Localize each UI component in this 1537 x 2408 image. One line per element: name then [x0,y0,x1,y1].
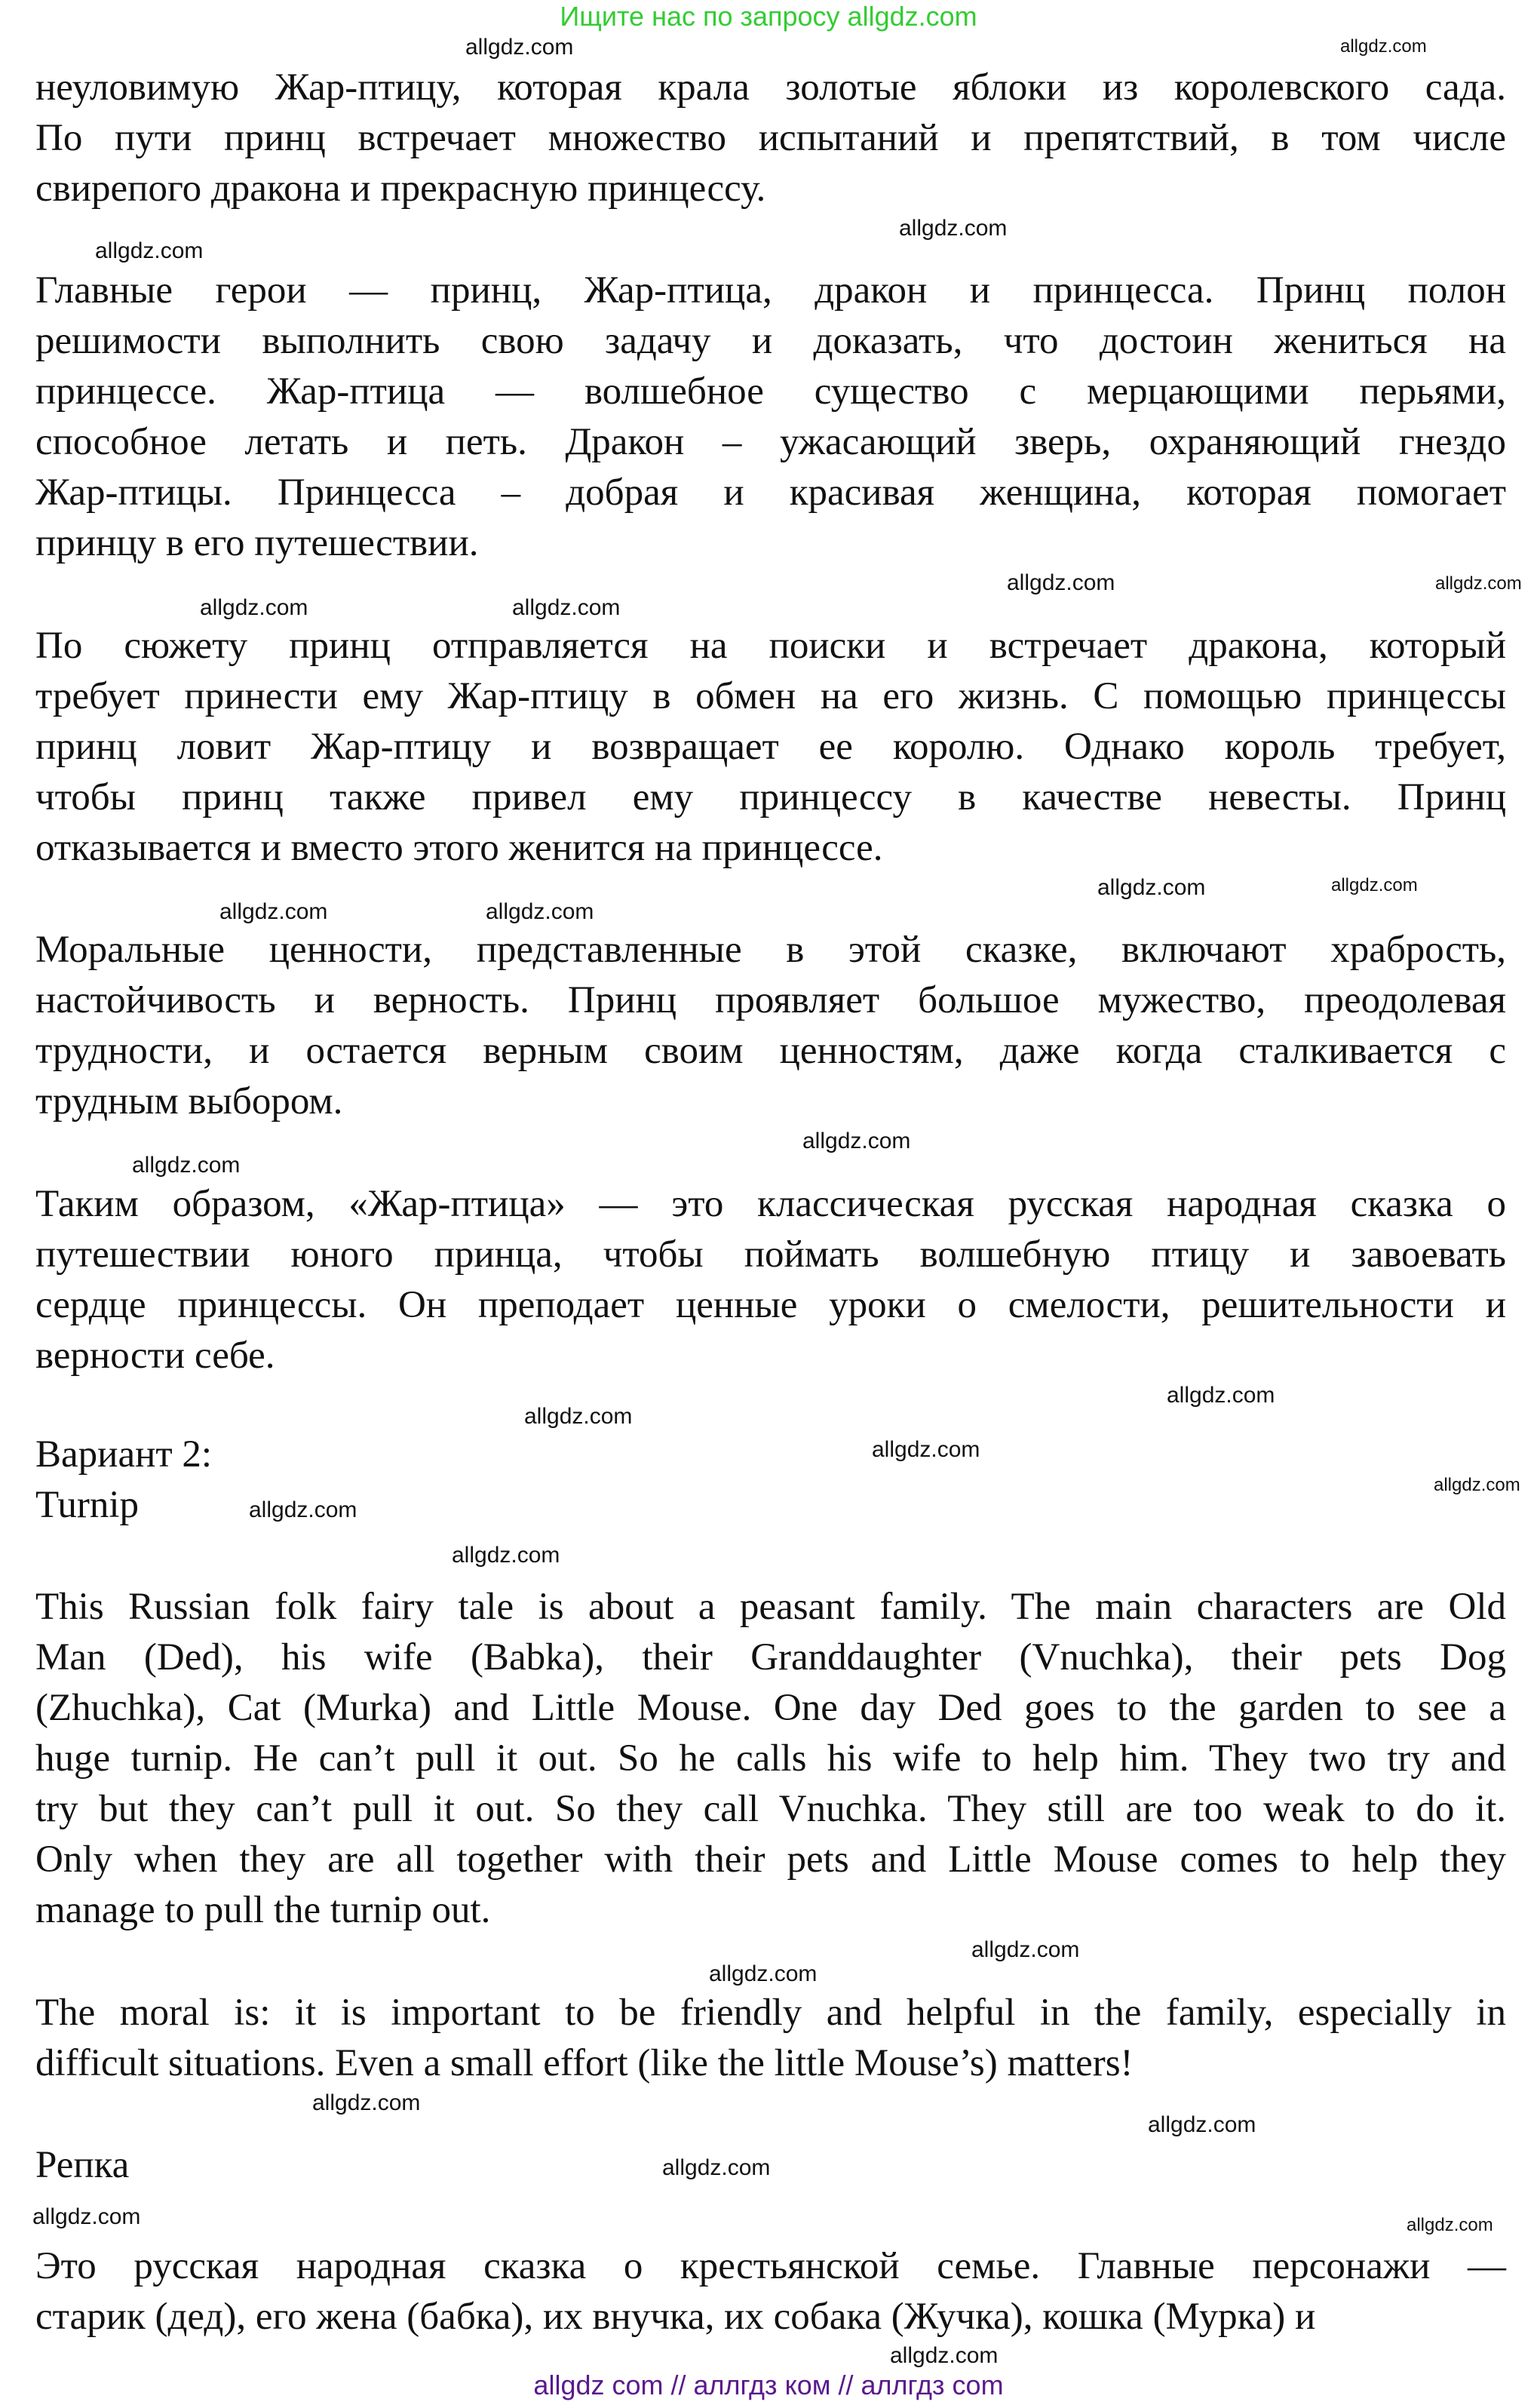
watermark: allgdz.com [1148,2112,1256,2137]
text-line: Жар-птицы. Принцесса – добрая и красивая женщина, которая помогает [35,471,1506,514]
watermark: allgdz.com [512,595,621,620]
watermark: allgdz.com [1407,2215,1493,2235]
text-line: Man (Ded), his wife (Babka), their Granddaughter (Vnuchka), their pets Dog [35,1636,1506,1679]
text-line: По пути принц встречает множество испытаний и препятствий, в том числе [35,117,1506,159]
watermark: allgdz.com [32,2204,141,2229]
watermark: allgdz.com [219,899,328,924]
paragraph [35,63,1506,214]
text-line: По сюжету принц отправляется на поиски и встречает дракона, который [35,625,1506,667]
watermark: allgdz.com [524,1404,633,1429]
text-line: неуловимую Жар-птицу, которая крала золотые яблоки из королевского сада. [35,66,1506,109]
text-line: путешествии юного принца, чтобы поймать волшебную птицу и завоевать [35,1233,1506,1276]
watermark: allgdz.com [899,216,1008,241]
text-line: отказывается и вместо этого женится на принцессе. [35,827,883,869]
text-line: Репка [35,2144,130,2186]
watermark: allgdz.com [1340,36,1427,57]
text-line: чтобы принц также привел ему принцессу в качестве невесты. Принц [35,776,1506,819]
search-banner: Ищите нас по запросу allgdz.com [560,1,977,32]
paragraph [35,1430,212,1531]
watermark: allgdz.com [452,1543,560,1568]
text-line: настойчивость и верность. Принц проявляет большое мужество, преодолевая [35,979,1506,1021]
text-line: Таким образом, «Жар-птица» — это классическая русская народная сказка о [35,1183,1506,1225]
text-line: Моральные ценности, представленные в этой сказке, включают храбрость, [35,929,1506,971]
text-line: The moral is: it is important to be friendly and helpful in the family, especially in [35,1992,1506,2034]
watermark: allgdz.com [249,1497,357,1522]
paragraph [35,1582,1506,1936]
watermark: allgdz.com [486,899,594,924]
text-line: Only when they are all together with their pets and Little Mouse comes to help they [35,1838,1506,1881]
watermark: allgdz.com [1167,1383,1275,1408]
watermark: allgdz.com [1097,875,1206,900]
paragraph [35,1988,1506,2089]
text-line: свирепого дракона и прекрасную принцессу. [35,167,766,210]
text-line: принц ловит Жар-птицу и возвращает ее королю. Однако король требует, [35,726,1506,768]
text-line: сердце принцессы. Он преподает ценные уроки о смелости, решительности и [35,1284,1506,1326]
watermark: allgdz.com [709,1961,818,1986]
text-line: Turnip [35,1484,140,1526]
watermark: allgdz.com [971,1937,1080,1962]
text-line: трудным выбором. [35,1080,343,1123]
watermark: allgdz.com [872,1437,980,1462]
text-line: difficult situations. Even a small effort (like the little Mouse’s) matters! [35,2042,1134,2084]
watermark: allgdz.com [662,2155,771,2180]
text-line: трудности, и остается верным своим ценностям, даже когда сталкивается с [35,1030,1506,1072]
text-line: (Zhuchka), Cat (Murka) and Little Mouse. One day Ded goes to the garden to see a [35,1687,1506,1729]
paragraph [35,266,1506,569]
watermark: allgdz.com [312,2090,421,2115]
watermark: allgdz.com [1331,875,1418,895]
text-line: manage to pull the turnip out. [35,1889,491,1931]
watermark: allgdz.com [1435,573,1522,594]
watermark: allgdz.com [1434,1475,1520,1495]
watermark: allgdz.com [95,238,204,263]
text-line: способное летать и петь. Дракон – ужасающий зверь, охраняющий гнездо [35,421,1506,463]
text-line: Вариант 2: [35,1433,213,1476]
paragraph [35,2140,129,2191]
text-line: Это русская народная сказка о крестьянской семье. Главные персонажи — [35,2245,1506,2287]
text-line: try but they can’t pull it out. So they call Vnuchka. They still are too weak to do it. [35,1788,1506,1830]
watermark: allgdz.com [465,35,574,60]
text-line: верности себе. [35,1335,275,1377]
watermark: allgdz.com [1007,570,1115,595]
text-line: huge turnip. He can’t pull it out. So he calls his wife to help him. They two try and [35,1737,1506,1780]
text-line: принцу в его путешествии. [35,522,479,564]
watermark: allgdz.com [132,1153,241,1178]
text-line: Главные герои — принц, Жар-птица, дракон и принцесса. Принц полон [35,269,1506,312]
watermark: allgdz.com [802,1129,911,1153]
footer-watermark: allgdz com // аллгдз ком // аллгдз com [533,2370,1004,2400]
paragraph [35,925,1506,1127]
text-line: требует принести ему Жар-птицу в обмен на его жизнь. С помощью принцессы [35,675,1506,717]
watermark: allgdz.com [890,2343,999,2368]
text-line: решимости выполнить свою задачу и доказать, что достоин жениться на [35,320,1506,362]
paragraph [35,621,1506,874]
text-line: This Russian folk fairy tale is about a peasant family. The main characters are Old [35,1586,1506,1628]
watermark: allgdz.com [200,595,308,620]
paragraph [35,1179,1506,1381]
paragraph [35,2241,1506,2342]
text-line: старик (дед), его жена (бабка), их внучка, их собака (Жучка), кошка (Мурка) и [35,2296,1316,2338]
text-line: принцессе. Жар-птица — волшебное существо с мерцающими перьями, [35,370,1506,413]
